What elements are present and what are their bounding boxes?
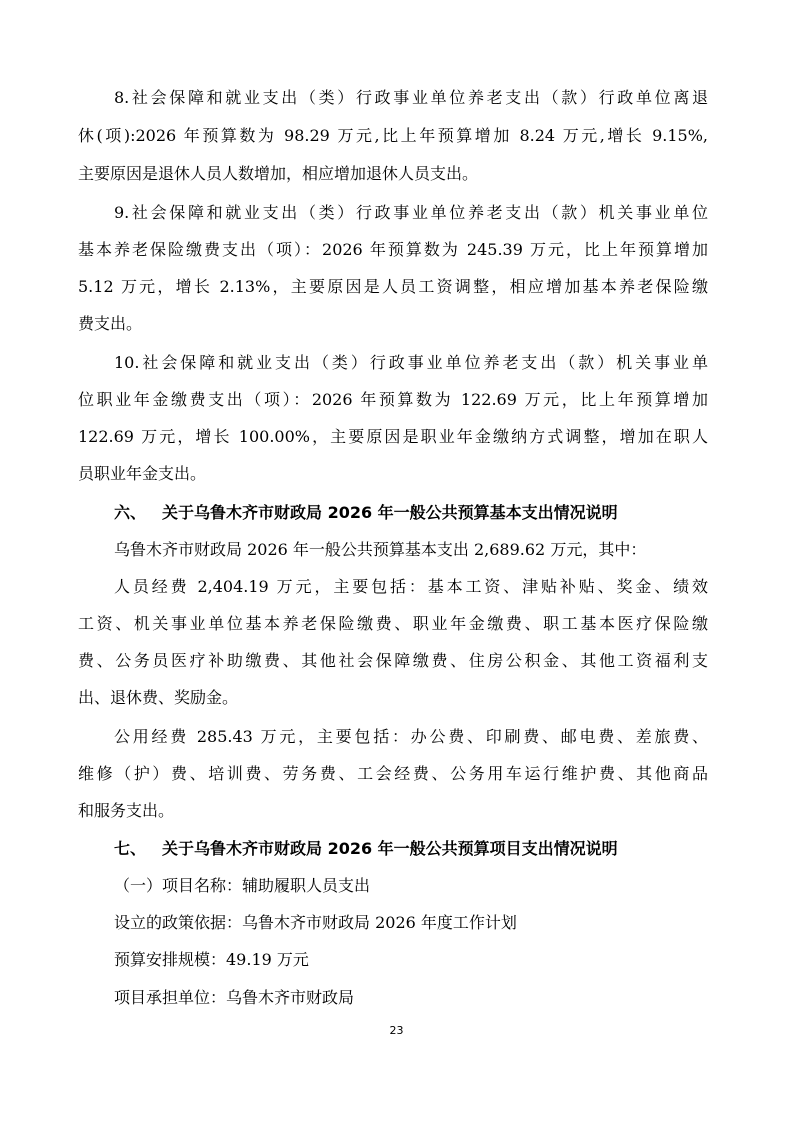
item10-line4: 员职业年金支出。: [78, 464, 207, 483]
responsible-unit: 项目承担单位：乌鲁木齐市财政局: [114, 988, 355, 1007]
section6-heading: [114, 503, 708, 523]
item9-line1: 9.社会保障和就业支出（类）行政事业单位养老支出（款）机关事业单位: [114, 203, 708, 222]
item9-line3: 5.12 万元，增长 2.13%，主要原因是人员工资调整，相应增加基本养老保险缴: [78, 277, 708, 296]
item8-line2: 休(项):2026 年预算数为 98.29 万元,比上年预算增加 8.24 万元,增长 9.15%,: [78, 126, 708, 145]
item9-line2: 基本养老保险缴费支出（项）：2026 年预算数为 245.39 万元，比上年预算增加: [78, 240, 708, 259]
personnel-line3: 费、公务员医疗补助缴费、其他社会保障缴费、住房公积金、其他工资福利支: [78, 651, 708, 670]
public-line2: 维修（护）费、培训费、劳务费、工会经费、公务用车运行维护费、其他商品: [78, 764, 708, 783]
item8-line1: 8.社会保障和就业支出（类）行政事业单位养老支出（款）行政单位离退: [114, 88, 708, 107]
section6-number: 六、: [114, 503, 147, 522]
budget-scale: 预算安排规模：49.19 万元: [114, 950, 309, 969]
personnel-line1: 人员经费 2,404.19 万元，主要包括：基本工资、津贴补贴、奖金、绩效: [114, 577, 708, 596]
personnel-line2: 工资、机关事业单位基本养老保险缴费、职业年金缴费、职工基本医疗保险缴: [78, 614, 708, 633]
personnel-line4: 出、退休费、奖励金。: [78, 688, 239, 707]
section6-title: 关于乌鲁木齐市财政局 2026 年一般公共预算基本支出情况说明: [162, 503, 618, 522]
item10-line3: 122.69 万元，增长 100.00%，主要原因是职业年金缴纳方式调整，增加在职人: [78, 427, 708, 446]
public-line1: 公用经费 285.43 万元，主要包括：办公费、印刷费、邮电费、差旅费、: [114, 727, 708, 746]
item8-line3: 主要原因是退休人员人数增加，相应增加退休人员支出。: [78, 164, 479, 183]
public-line3: 和服务支出。: [78, 801, 175, 820]
item9-line4: 费支出。: [78, 314, 143, 333]
item10-line2: 位职业年金缴费支出（项）：2026 年预算数为 122.69 万元，比上年预算增加: [78, 390, 708, 409]
project-name: （一）项目名称：辅助履职人员支出: [114, 876, 371, 895]
policy-basis: 设立的政策依据：乌鲁木齐市财政局 2026 年度工作计划: [114, 913, 517, 932]
item10-line1: 10.社会保障和就业支出（类）行政事业单位养老支出（款）机关事业单: [114, 353, 708, 372]
page-number: 23: [389, 1024, 404, 1037]
section6-summary: 乌鲁木齐市财政局 2026 年一般公共预算基本支出 2,689.62 万元，其中：: [114, 540, 647, 559]
section7-heading: [114, 839, 708, 859]
section7-title: 关于乌鲁木齐市财政局 2026 年一般公共预算项目支出情况说明: [162, 839, 618, 858]
section7-number: 七、: [114, 839, 147, 858]
